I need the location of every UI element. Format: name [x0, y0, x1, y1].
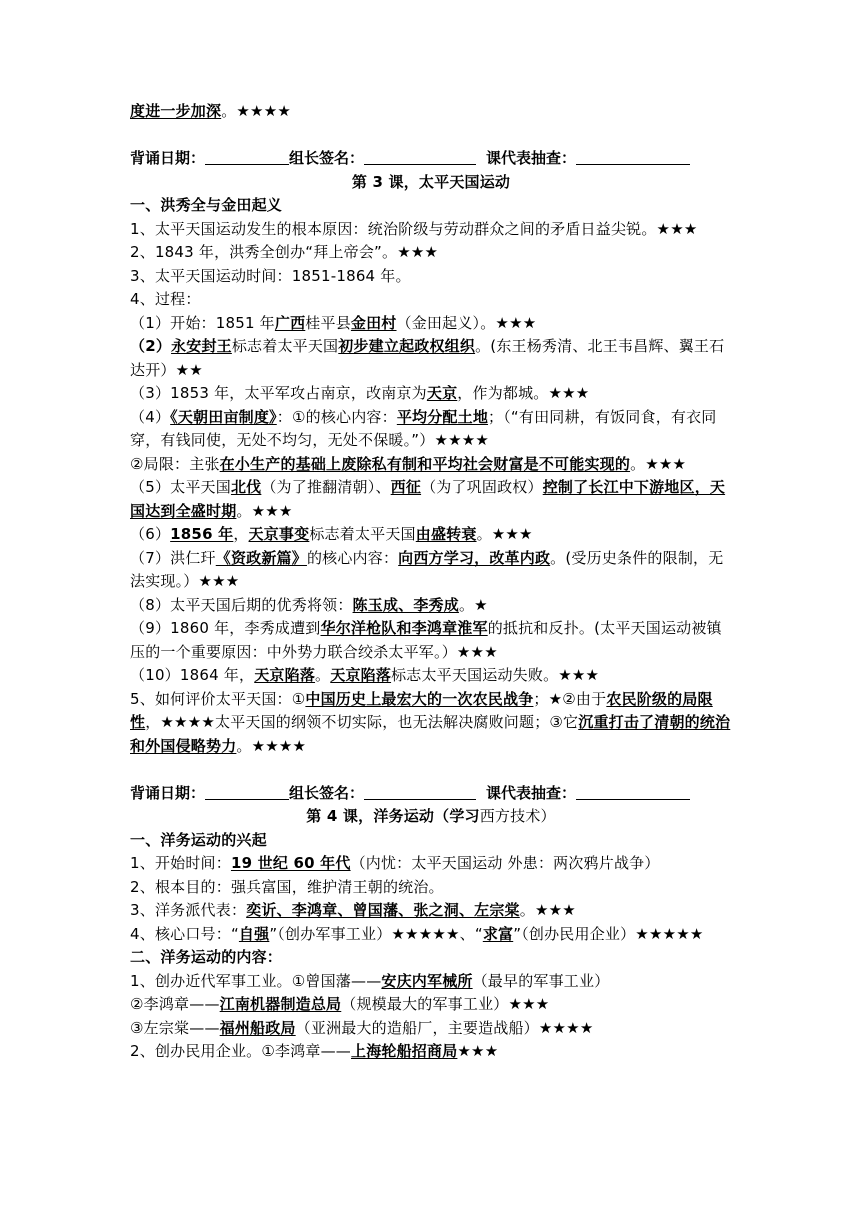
text-run: 3、洋务派代表： [130, 901, 247, 919]
text-run: ：①的核心内容： [276, 407, 397, 426]
key-point: 初步建立起政权组织 [338, 337, 476, 355]
key-point: 19 世纪 60 年代 [230, 854, 351, 872]
key-point: 上海轮船招商局 [351, 1042, 458, 1060]
key-point: 江南机器制造总局 [219, 995, 342, 1013]
text-run: ；（“有田同耕，有饭同食，有衣同穿，有钱同使，无处不均匀，无处不保暖。”）★★★★ [130, 407, 717, 449]
text-run: 4、核心口号：“ [130, 924, 239, 943]
key-point: 福州船政局 [219, 1018, 296, 1037]
leader-sign-label: 组长签名： [289, 149, 365, 167]
key-point: 天京陷落 [330, 666, 392, 684]
text-run: （金田起义）。★★★ [396, 313, 537, 332]
text-run: 桂平县 [305, 313, 351, 332]
text-line-l6 [130, 312, 732, 336]
text-run: ，作为都城。★★★ [457, 384, 590, 402]
key-point: 向西方学习，改革内政 [398, 548, 551, 567]
text-run: ②李鸿章—— [130, 995, 220, 1013]
text-run: ， [233, 525, 249, 543]
rep-check-label: 课代表抽查： [486, 149, 577, 167]
text-run: （7）洪仁玕 [130, 548, 216, 567]
key-point: 北伐 [230, 478, 262, 496]
key-point: 《天朝田亩制度》 [170, 407, 277, 426]
text-line-l26 [130, 1017, 732, 1041]
text-run: （规模最大的军事工业）★★★ [341, 995, 550, 1013]
text-line-l18 [130, 829, 732, 853]
text-run: ”（创办民用企业）★★★★★ [513, 924, 704, 943]
text-line-l8 [130, 382, 732, 406]
text-run: ★★★ [457, 1042, 499, 1060]
text-run: 二、洋务运动的内容： [130, 948, 283, 966]
recite-date-label: 背诵日期： [130, 149, 206, 167]
text-run: 2、根本目的：强兵富国，维护清王朝的统治。 [130, 877, 444, 896]
text-line-l2 [130, 218, 732, 242]
text-run: 。(受历史条件的限制，无法实现。）★★★ [130, 548, 724, 590]
text-run: 1、开始时间： [130, 854, 231, 872]
recitation-sign-row [130, 782, 732, 806]
blank-line [130, 758, 732, 782]
text-line-l0 [130, 100, 732, 124]
text-line-l17 [130, 688, 732, 759]
text-run: 。★★★ [519, 901, 576, 919]
text-run: 标志太平天国运动失败。★★★ [391, 666, 600, 684]
text-run: 。★ [458, 595, 488, 614]
rep-check-field[interactable] [576, 148, 690, 165]
key-point: 永安封王 [171, 337, 232, 355]
rep-check-field[interactable] [576, 783, 690, 800]
text-line-l12 [130, 523, 732, 547]
text-line-l23 [130, 946, 732, 970]
text-run: 4、过程： [130, 290, 201, 308]
document-page [130, 100, 732, 1064]
text-run: （5）太平天国 [130, 478, 231, 496]
recite-date-label: 背诵日期： [130, 783, 206, 802]
text-run: （4） [130, 407, 171, 426]
text-line-l9 [130, 406, 732, 453]
key-point: 华尔洋枪队和李鸿章淮军 [320, 619, 488, 637]
text-run: （8）太平天国后期的优秀将领： [130, 595, 353, 614]
recitation-sign-row [130, 147, 732, 171]
text-run: （最早的军事工业） [472, 971, 610, 990]
text-run: 1、太平天国运动发生的根本原因：统治阶级与劳动群众之间的矛盾日益尖锐。★★★ [130, 219, 698, 238]
text-run: 的抵抗和反扑。(太平天国运动被镇压的一个重要原因：中外势力联合绞杀太平军。）★★★ [130, 619, 722, 661]
text-run: （10）1864 年， [130, 666, 255, 684]
text-run: ；★②由于 [533, 689, 607, 708]
text-run: ，★★★★太平天国的纲领不切实际，也无法解决腐败问题；③它 [145, 713, 579, 731]
text-line-l22 [130, 923, 732, 947]
text-run: 1、创办近代军事工业。①曾国藩—— [130, 971, 382, 990]
text-run: 2、1843 年，洪秀全创办“拜上帝会”。★★★ [130, 243, 439, 261]
key-point: 由盛转衰 [415, 525, 477, 543]
key-point: 安庆内军械所 [381, 971, 473, 990]
text-line-l3 [130, 241, 732, 265]
text-run: 。(东王杨秀清、北王韦昌辉、翼王石达开）★★ [130, 337, 725, 379]
text-run: 标志着太平天国 [231, 337, 339, 355]
text-run: ③左宗棠—— [130, 1018, 220, 1037]
key-point: 天京事变 [248, 525, 310, 543]
blank-line [130, 124, 732, 148]
text-run: （2） [130, 337, 172, 355]
text-run: 第 3 课，太平天国运动 [351, 172, 511, 191]
text-run: 西方技术） [479, 807, 556, 825]
text-line-l16 [130, 664, 732, 688]
text-line-l19 [130, 852, 732, 876]
leader-sign-field[interactable] [364, 148, 476, 165]
key-point: 求富 [482, 924, 514, 943]
text-run: 3、太平天国运动时间：1851-1864 年。 [130, 266, 411, 285]
text-run: （1）开始：1851 年 [130, 313, 275, 332]
text-run: （6） [130, 525, 171, 543]
key-point: 金田村 [350, 313, 397, 332]
text-run: （3）1853 年，太平军攻占南京，改南京为 [130, 384, 427, 402]
text-line-l14 [130, 594, 732, 618]
text-run: ②局限：主张 [130, 454, 220, 473]
text-line-l20 [130, 876, 732, 900]
leader-sign-field[interactable] [364, 783, 476, 800]
key-point: 奕䜣、李鸿章、曾国藩、张之洞、左宗棠 [246, 901, 520, 919]
text-line-l10 [130, 453, 732, 477]
key-point: 西征 [390, 478, 422, 496]
text-run: 第 4 课，洋务运动（学习 [306, 807, 480, 825]
text-line-t2 [130, 805, 732, 829]
key-point: 自强 [238, 924, 270, 943]
text-run: 一、洋务运动的兴起 [130, 830, 267, 849]
text-run: ”（创办军事工业）★★★★★、“ [269, 924, 483, 943]
key-point: 《资政新篇》 [215, 548, 307, 567]
text-line-l15 [130, 617, 732, 664]
key-point: 1856 年 [170, 525, 234, 543]
key-point: 广西 [274, 313, 306, 332]
text-line-l21 [130, 899, 732, 923]
recite-date-field[interactable] [205, 783, 289, 800]
text-line-l25 [130, 993, 732, 1017]
rep-check-label: 课代表抽查： [486, 783, 577, 802]
key-point: 控制了长江中下游地区，天国达到全盛时期 [130, 478, 726, 520]
key-point: 农民阶级的局限性 [130, 689, 713, 731]
text-run: 。★★★★ [221, 102, 291, 120]
text-run: 。★★★★ [236, 736, 307, 755]
text-run: 一、洪秀全与金田起义 [130, 196, 283, 214]
text-line-t1 [130, 171, 732, 195]
key-point: 中国历史上最宏大的一次农民战争 [305, 689, 534, 708]
text-run: 。★★★ [476, 525, 533, 543]
key-point: 沉重打击了清朝的统治和外国侵略势力 [130, 713, 731, 755]
leader-sign-label: 组长签名： [289, 783, 365, 802]
text-run: 。 [315, 666, 331, 684]
text-run: 2、创办民用企业。①李鸿章—— [130, 1042, 351, 1060]
text-line-l5 [130, 288, 732, 312]
text-run: （为了推翻清朝）、 [261, 478, 391, 496]
key-point: 天京 [426, 384, 458, 402]
text-run: （为了巩固政权） [421, 478, 543, 496]
key-point: 天京陷落 [254, 666, 316, 684]
key-point: 平均分配土地 [396, 407, 489, 426]
recite-date-field[interactable] [205, 148, 289, 165]
key-point: 在小生产的基础上废除私有制和平均社会财富是不可能实现的 [219, 454, 631, 473]
text-line-l4 [130, 265, 732, 289]
key-point: 度进一步加深 [130, 102, 222, 120]
text-run: 的核心内容： [306, 548, 399, 567]
text-run: （9）1860 年，李秀成遭到 [130, 619, 321, 637]
text-line-l7 [130, 335, 732, 382]
text-line-l27 [130, 1040, 732, 1064]
text-run: 标志着太平天国 [309, 525, 416, 543]
text-line-l24 [130, 970, 732, 994]
text-run: 5、如何评价太平天国：① [130, 689, 306, 708]
key-point: 陈玉成、李秀成 [352, 595, 459, 614]
text-run: 。★★★ [236, 501, 293, 520]
text-line-l1 [130, 194, 732, 218]
text-run: 。★★★ [630, 454, 687, 473]
text-line-l13 [130, 547, 732, 594]
text-run: （亚洲最大的造船厂，主要造战船）★★★★ [295, 1018, 594, 1037]
text-run: （内忧：太平天国运动 外患：两次鸦片战争） [350, 854, 660, 872]
text-line-l11 [130, 476, 732, 523]
